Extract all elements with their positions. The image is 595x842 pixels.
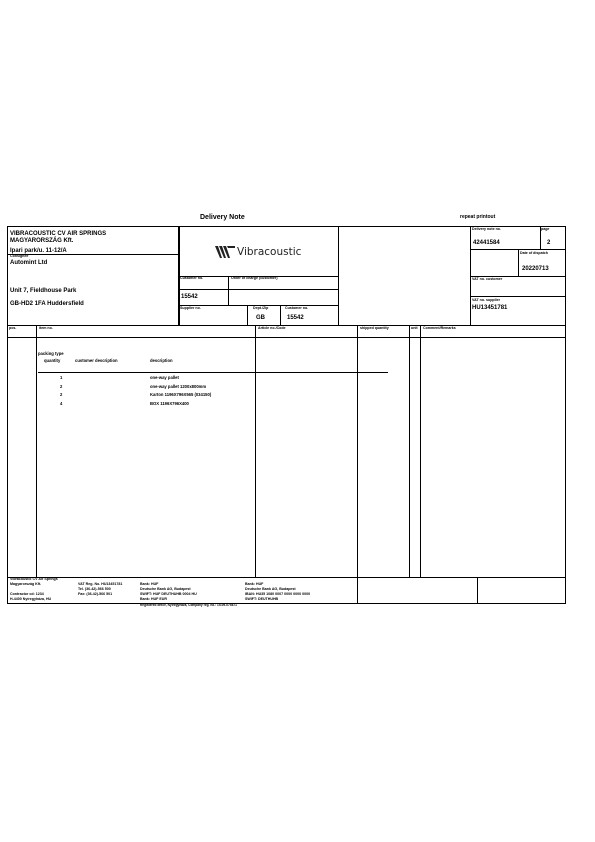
col-unit: unit <box>411 326 418 330</box>
packing-desc-header: description <box>150 358 173 363</box>
packing-custdesc-header: customer description <box>75 358 118 363</box>
sender-line-1: VIBRACOUSTIC CV AIR SPRINGS <box>10 231 107 237</box>
sender-line-3: Ipari park/u. 11-12/A <box>10 248 67 254</box>
dept-label: Dept./Zip <box>253 306 269 310</box>
supplier-cust-label: Customer no. <box>285 306 309 310</box>
vat-supplier-label: VAT no. supplier <box>472 298 501 302</box>
customer-no-value: 15542 <box>181 294 198 300</box>
reprint-label: repeat printout <box>460 214 496 220</box>
consignee-street: Unit 7, Fieldhouse Park <box>10 288 77 294</box>
footer-col3-line: Bank: HUF EUR <box>140 597 167 601</box>
footer-col3-line: Deutsche Bank AG, Budapest <box>140 587 191 591</box>
order-label: Order of charge (customer) <box>231 276 278 280</box>
document-title: Delivery Note <box>200 214 245 221</box>
packing-row-qty: 1 <box>60 375 63 380</box>
page-label: page <box>541 227 550 231</box>
footer-col1-line: Contractor cd: 1234 <box>10 592 44 596</box>
footer-col3-line: SWIFT: HUF DEUTHUHB 0004 HU <box>140 592 197 596</box>
col-item: item no. <box>39 326 53 330</box>
delivery-no-label: Delivery note no. <box>472 227 501 231</box>
footer-col1-line: Magyarország Kft. <box>10 582 42 586</box>
dest-value: GB <box>256 315 265 321</box>
vat-value: HU13451781 <box>472 305 508 311</box>
consignee-name: Automint Ltd <box>10 260 48 266</box>
packing-row-qty: 4 <box>60 401 63 406</box>
packing-qty-header: quantity <box>44 358 61 363</box>
packing-row-desc: Karton 1196X796X565 (034150) <box>150 392 212 397</box>
supplier-cust-value: 15542 <box>287 315 304 321</box>
page-value: 2 <box>547 240 551 246</box>
footer-col1-line: Vibracoustic CV Air Springs <box>10 577 58 581</box>
sender-line-2: MAGYARORSZÁG Kft. <box>10 238 74 244</box>
col-pos: pos. <box>9 326 17 330</box>
dispatch-date-value: 20220713 <box>522 266 549 272</box>
dispatch-date-label: Date of dispatch <box>520 251 548 255</box>
footer-col4-line: Bank: HUF <box>245 582 264 586</box>
col-qty: shipped quantity <box>360 326 389 330</box>
packing-row-desc: one-way pallet 1200x800mm <box>150 384 207 389</box>
vat-customer-label: VAT no. customer <box>472 277 503 281</box>
packing-row-qty: 2 <box>60 392 63 397</box>
footer-col4-line: SWIFT: DEUTHUHB <box>245 597 279 601</box>
logo-text: Vibracoustic <box>237 246 302 258</box>
consignee-label: Consignee <box>10 254 29 258</box>
footer-col1-line: H-4400 Nyíregyháza, HU <box>10 597 52 601</box>
delivery-no-value: 42441584 <box>473 240 500 246</box>
packing-row-desc: one-way pallet <box>150 375 179 380</box>
col-remarks: Comment/Remarks <box>423 326 456 330</box>
packing-row-desc: BOX 1196X796X400 <box>150 401 189 406</box>
footer-col2-line: Fax: (36-42)-566 501 <box>78 592 113 596</box>
footer-col3-line: Bank: HUF <box>140 582 159 586</box>
consignee-city: GB-HD2 1FA Huddersfield <box>10 301 84 307</box>
vibracoustic-logo-icon <box>215 245 235 259</box>
packing-row-qty: 2 <box>60 384 63 389</box>
footer-col4-line: Deutsche Bank AG, Budapest <box>245 587 296 591</box>
footer-col2-line: VAT Reg. No. HU13451781 <box>78 582 123 586</box>
customer-no-label: Customer no. <box>180 276 204 280</box>
col-ref: Article no./Code <box>258 326 286 330</box>
supplier-no-label: Supplier no. <box>180 306 201 310</box>
delivery-note-frame <box>7 226 566 604</box>
footer-bottom-note: Registered office, Nyíregyháza, Company reg. no.: 15-09-075871 <box>140 603 237 607</box>
packing-title: packing type <box>38 351 64 356</box>
footer-col4-line: IBAN: HU35 1080 0007 0000 0000 0000 <box>245 592 311 596</box>
footer-col2-line: Tel. (36-42)-566 500 <box>78 587 111 591</box>
